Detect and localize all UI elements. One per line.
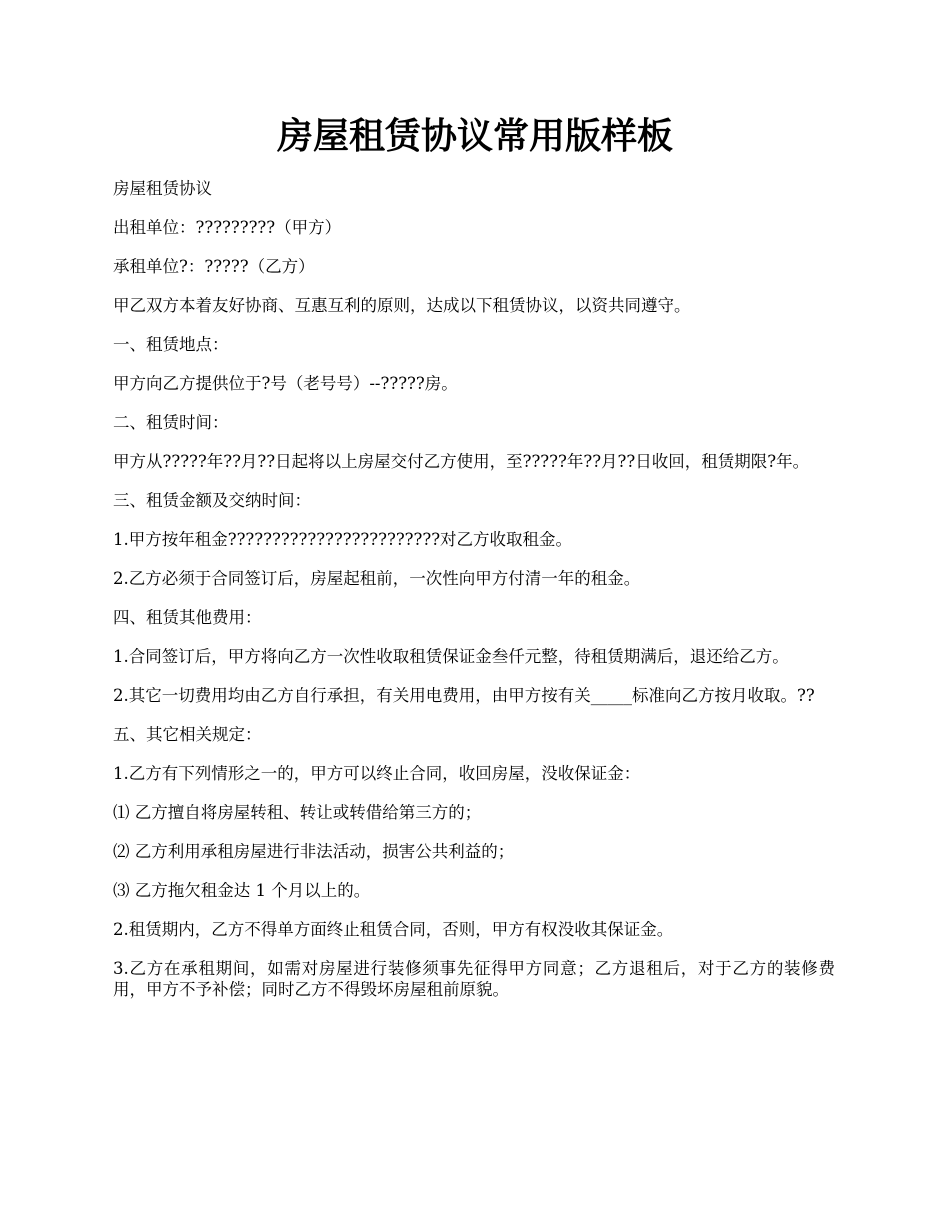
- paragraph-rent-2: 2.乙方必须于合同签订后，房屋起租前，一次性向甲方付清一年的租金。: [113, 569, 641, 588]
- paragraph-fees-1: 1.合同签订后，甲方将向乙方一次性收取租赁保证金叁仟元整，待租赁期满后，退还给乙方。: [113, 647, 789, 666]
- paragraph-rules-1-b: ⑵ 乙方利用承租房屋进行非法活动，损害公共利益的；: [113, 842, 515, 861]
- section-heading-rent: 三、租赁金额及交纳时间：: [113, 491, 311, 510]
- paragraph-location: 甲方向乙方提供位于?号（老号号）--?????房。: [113, 374, 458, 393]
- paragraph-fees-2: 2.其它一切费用均由乙方自行承担，有关用电费用，由甲方按有关_____标准向乙方按月收取。??: [113, 686, 815, 705]
- paragraph-preamble: 甲乙双方本着友好协商、互惠互利的原则，达成以下租赁协议，以资共同遵守。: [113, 296, 691, 315]
- paragraph-rent-1: 1.甲方按年租金????????????????????????对乙方收取租金。: [113, 530, 573, 549]
- section-heading-fees: 四、租赁其他费用：: [113, 608, 262, 627]
- paragraph-heading: 房屋租赁协议: [113, 179, 212, 198]
- document-body: [113, 178, 835, 1018]
- section-heading-location: 一、租赁地点：: [113, 335, 229, 354]
- paragraph-rules-2: 2.租赁期内，乙方不得单方面终止租赁合同，否则，甲方有权没收其保证金。: [113, 920, 674, 939]
- paragraph-rules-1-c: ⑶ 乙方拖欠租金达 1 个月以上的。: [113, 881, 371, 900]
- section-heading-term: 二、租赁时间：: [113, 413, 229, 432]
- paragraph-term: 甲方从?????年??月??日起将以上房屋交付乙方使用，至?????年??月??日收回，租赁期限?年。: [113, 452, 810, 471]
- section-heading-rules: 五、其它相关规定：: [113, 725, 262, 744]
- paragraph-rules-1: 1.乙方有下列情形之一的，甲方可以终止合同，收回房屋，没收保证金：: [113, 764, 641, 783]
- document-title: 房屋租赁协议常用版样板: [276, 115, 673, 157]
- paragraph-lessor: 出租单位：?????????（甲方）: [113, 218, 342, 237]
- paragraph-rules-1-a: ⑴ 乙方擅自将房屋转租、转让或转借给第三方的；: [113, 803, 482, 822]
- paragraph-lessee: 承租单位?：?????（乙方）: [113, 257, 315, 276]
- paragraph-rules-3: 3.乙方在承租期间，如需对房屋进行装修须事先征得甲方同意；乙方退租后，对于乙方的装修费用，甲方不予补偿；同时乙方不得毁坏房屋租前原貌。: [113, 959, 835, 999]
